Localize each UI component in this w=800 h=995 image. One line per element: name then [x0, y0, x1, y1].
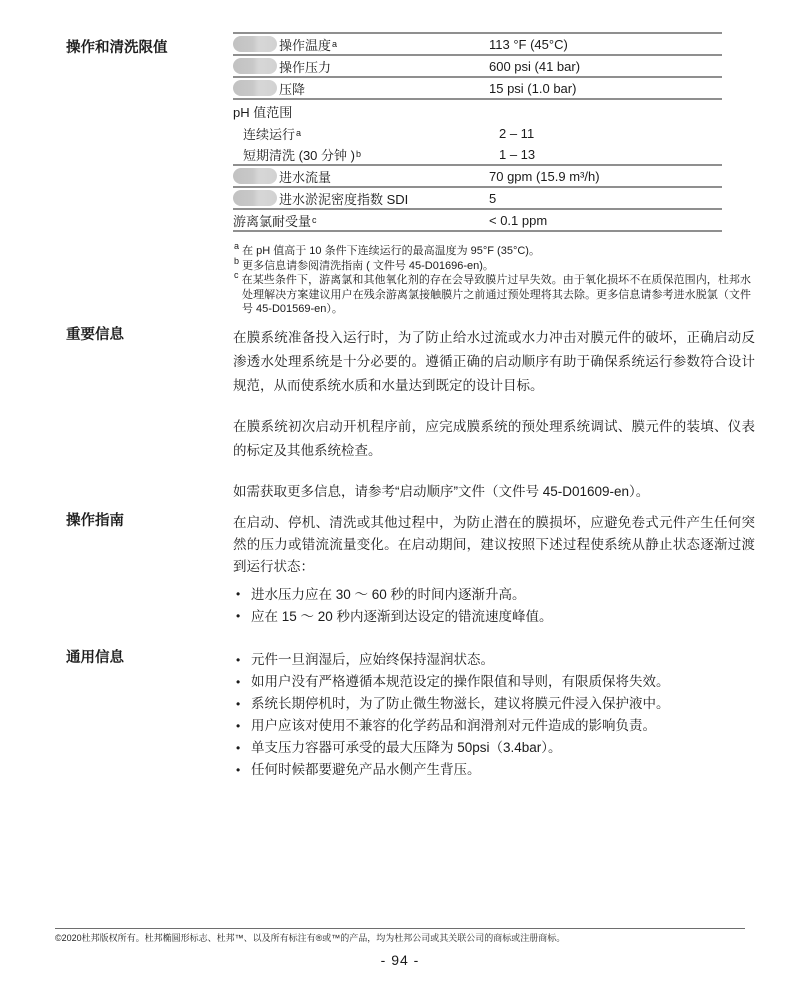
table-row — [233, 78, 722, 100]
copyright-notice: ©2020杜邦版权所有。杜邦椭圆形标志、杜邦™、以及所有标注有®或™的产品，均为杜邦公司或其关联公司的商标或注册商标。 — [55, 933, 566, 943]
row-value: 1 – 13 — [499, 146, 536, 162]
table-row — [233, 56, 722, 78]
section-general-info — [66, 649, 755, 781]
footnote-marker: b — [234, 255, 240, 266]
redaction-blob — [233, 80, 277, 96]
row-value: 15 psi (1.0 bar) — [489, 80, 577, 96]
row-value: 113 °F (45°C) — [489, 36, 568, 52]
list-item: • 进水压力应在 30 ～ 60 秒的时间内逐渐升高。 — [233, 584, 755, 606]
section-operation-guide — [66, 512, 755, 627]
list-item: • 系统长期停机时，为了防止微生物滋长，建议将膜元件浸入保护液中。 — [233, 693, 755, 715]
section-body-general-info — [233, 649, 755, 781]
footnote — [233, 270, 751, 317]
row-label-text: 短期清洗 (30 分钟 ) — [243, 147, 355, 163]
section-title-general-info: 通用信息 — [66, 650, 124, 666]
paragraph: 如需获取更多信息，请参考“启动顺序”文件（文件号 45-D01609-en）。 — [233, 484, 650, 499]
paragraph: 在膜系统初次启动开机程序前，应完成膜系统的预处理系统调试、膜元件的装填、仪表的标定及其他系统检查。 — [233, 419, 755, 458]
row-label-text: 进水流量 — [279, 169, 332, 185]
footnote — [233, 255, 751, 274]
footnote-marker: a — [234, 241, 240, 252]
row-label — [233, 167, 489, 186]
spec-table — [233, 32, 722, 232]
section-title-operating-limits: 操作和清洗限值 — [66, 40, 168, 56]
table-row — [233, 100, 722, 122]
row-label: 短期清洗 (30 分钟 ) b — [233, 145, 499, 164]
row-value: 5 — [489, 190, 497, 206]
bullet-list — [233, 584, 755, 627]
row-value: 2 – 11 — [499, 125, 535, 141]
section-important-info — [66, 326, 755, 521]
table-row — [233, 166, 722, 188]
footnote — [233, 241, 751, 259]
footnote-text: 在 pH 值高于 10 条件下连续运行的最高温度为 95°F (35°C)。 — [239, 245, 540, 257]
table-row — [233, 210, 722, 232]
list-item: • 任何时候都要避免产品水侧产生背压。 — [233, 759, 755, 781]
redaction-blob — [233, 58, 277, 74]
paragraph: 在启动、停机、清洗或其他过程中，为防止潜在的膜损坏，应避免卷式元件产生任何突然的压力或错流流量变化。在启动期间，建议按照下述过程使系统从静止状态逐渐过渡到运行状态： — [233, 515, 755, 574]
section-body-operation-guide — [233, 512, 755, 627]
page-number: - 94 - — [380, 952, 420, 968]
row-label: 游离氯耐受量 c — [233, 211, 489, 230]
section-body-operating-limits — [233, 32, 755, 317]
list-item: • 如用户没有严格遵循本规范设定的操作限值和导则，有限质保将失效。 — [233, 671, 755, 693]
list-item: • 单支压力容器可承受的最大压降为 50psi（3.4bar）。 — [233, 737, 755, 759]
row-label — [233, 189, 489, 208]
footer-divider — [55, 928, 745, 929]
section-body-important-info — [233, 326, 755, 521]
row-label-text: 连续运行 — [243, 126, 296, 142]
paragraph-group — [233, 326, 755, 504]
list-item: • 用户应该对使用不兼容的化学药品和润滑剂对元件造成的影响负责。 — [233, 715, 755, 737]
redaction-blob — [233, 36, 277, 52]
section-title-operation-guide: 操作指南 — [66, 513, 124, 529]
table-row — [233, 188, 722, 210]
row-value: < 0.1 ppm — [489, 212, 548, 228]
table-row — [233, 34, 722, 56]
row-label — [233, 102, 489, 121]
paragraph-group — [233, 512, 755, 578]
row-label — [233, 79, 489, 98]
row-value: 70 gpm (15.9 m³/h) — [489, 168, 600, 184]
table-row — [233, 144, 722, 166]
footnote-text: 更多信息请参阅清洗指南 ( 文件号 45-D01696-en)。 — [239, 259, 494, 272]
list-item: • 元件一旦润湿后，应始终保持湿润状态。 — [233, 649, 755, 671]
section-operating-limits — [66, 32, 755, 317]
paragraph: 在膜系统准备投入运行时，为了防止给水过流或水力冲击对膜元件的破坏，正确启动反渗透水处理系统是十分必要的。遵循正确的启动顺序有助于确保系统运行参数符合设计规范，从而使系统水质和水量达到既定的设计目标。 — [233, 330, 755, 393]
footnote-marker: c — [234, 270, 239, 281]
row-label — [233, 57, 489, 76]
bullet-list — [233, 649, 755, 781]
row-label-text: 压降 — [279, 81, 306, 97]
section-title-important-info: 重要信息 — [66, 327, 124, 343]
redaction-blob — [233, 168, 277, 184]
row-label: 操作温度 a — [233, 35, 489, 54]
footnote-text: 在某些条件下，游离氯和其他氧化剂的存在会导致膜片过早失效。由于氧化损坏不在质保范围内，杜邦水处理解决方案建议用户在残余游离氯接触膜片之前通过预处理将其去除。更多信息请参考进水脱氯（文件号 45-D01569-en）。 — [238, 274, 751, 315]
list-item: • 应在 15 ～ 20 秒内逐渐到达设定的错流速度峰值。 — [233, 606, 755, 628]
row-label: 连续运行 a — [233, 124, 499, 143]
redaction-blob — [233, 190, 277, 206]
row-label-text: 操作温度 — [279, 37, 332, 53]
row-value: 600 psi (41 bar) — [489, 58, 581, 74]
row-label-text: 操作压力 — [279, 59, 332, 75]
row-label-text: 游离氯耐受量 — [233, 213, 312, 229]
table-footnotes — [233, 241, 751, 317]
table-row — [233, 122, 722, 144]
row-label-text: pH 值范围 — [233, 104, 293, 120]
row-label-text: 进水淤泥密度指数 SDI — [279, 191, 409, 207]
